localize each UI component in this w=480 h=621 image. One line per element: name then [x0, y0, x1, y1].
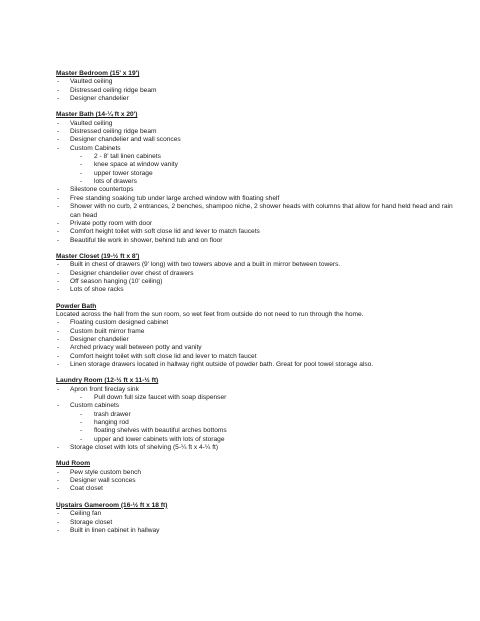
bullet-item — [56, 270, 456, 278]
bullet-item — [56, 469, 456, 477]
bullet-item — [56, 527, 456, 535]
bullet-item — [56, 186, 456, 194]
bullet-item-text: Private potty room with door — [70, 219, 153, 227]
document-section — [56, 303, 456, 370]
sub-bullet-item: - floating shelves with beautiful arches bottoms — [70, 427, 456, 435]
bullet-item-text: Silestone countertops — [70, 186, 134, 194]
bullet-item — [56, 477, 456, 485]
bullet-item-text: Comfort height toilet with soft close lid and lever to match faucet — [70, 352, 257, 360]
sub-bullet-item: - upper and lower cabinets with lots of storage — [70, 436, 456, 444]
section-heading: Master Bedroom (15' x 19') — [56, 70, 140, 77]
bullet-item-text: Storage closet — [70, 518, 113, 526]
bullet-item-text: Shower with no curb, 2 entrances, 2 benches, shampoo niche, 2 shower heads with columns that allow for hand held head and rain can head — [70, 203, 453, 219]
bullet-list — [56, 78, 456, 103]
bullet-item — [56, 328, 456, 336]
bullet-item — [56, 361, 456, 369]
bullet-item-text: Ceiling fan — [70, 510, 102, 518]
bullet-item-text: Designer chandelier — [70, 95, 129, 103]
section-heading: Upstairs Gameroom (16-½ ft x 18 ft) — [56, 501, 168, 509]
sub-bullet-item: - lots of drawers — [70, 178, 456, 186]
bullet-item — [56, 353, 456, 361]
bullet-item — [56, 136, 456, 144]
bullet-item-text: Designer chandelier — [70, 335, 129, 343]
bullet-item-text: Free standing soaking tub under large arched window with floating shelf — [70, 194, 280, 202]
bullet-item-text: Lots of shoe racks — [70, 286, 124, 294]
document-section — [56, 253, 456, 295]
bullet-item-text: Built in chest of drawers (9' long) with two towers above and a built in mirror between towers. — [70, 261, 341, 269]
document-section — [56, 377, 456, 452]
bullet-list — [56, 120, 456, 245]
bullet-item — [56, 78, 456, 86]
bullet-item-text: Designer chandelier and wall sconces — [70, 136, 181, 144]
bullet-item — [56, 386, 456, 403]
bullet-item-text: Comfort height toilet with soft close lid and lever to match faucets — [70, 228, 260, 236]
bullet-item-text: Distressed ceiling ridge beam — [70, 128, 157, 136]
bullet-item — [56, 510, 456, 518]
bullet-item — [56, 444, 456, 452]
sub-bullet-list — [70, 153, 456, 186]
bullet-list — [56, 261, 456, 294]
bullet-item — [56, 228, 456, 236]
bullet-item-text: Custom built mirror frame — [70, 327, 145, 335]
bullet-list — [56, 319, 456, 369]
bullet-item-text: Built in linen cabinet in hallway — [70, 526, 160, 534]
bullet-item-text: Floating custom designed cabinet — [70, 319, 169, 327]
bullet-item — [56, 319, 456, 327]
section-heading: Powder Bath — [56, 302, 97, 310]
section-heading: Laundry Room (12-½ ft x 11-½ ft) — [56, 377, 159, 385]
bullet-item-text: Designer chandelier over chest of drawers — [70, 269, 194, 277]
sub-bullet-item: - trash drawer — [70, 411, 456, 419]
bullet-item — [56, 485, 456, 493]
section-heading: Master Closet (19-½ ft x 8') — [56, 252, 140, 260]
sub-bullet-list — [70, 394, 456, 402]
bullet-item-text: Storage closet with lots of shelving (5-¼ ft x 4-¼ ft) — [70, 444, 219, 452]
sub-bullet-item: - knee space at window vanity — [70, 161, 456, 169]
sub-bullet-list — [70, 411, 456, 444]
bullet-item-text: Coat closet — [70, 485, 103, 493]
bullet-item-text: Pew style custom bench — [70, 468, 142, 476]
bullet-item — [56, 402, 456, 444]
sub-bullet-item: - hanging rod — [70, 419, 456, 427]
bullet-item — [56, 237, 456, 245]
bullet-item-text: Arched privacy wall between potty and vanity — [70, 344, 202, 352]
bullet-item-text: Custom Cabinets — [70, 144, 121, 152]
sub-bullet-item: - 2 - 8' tall linen cabinets — [70, 153, 456, 161]
bullet-item-text: Beautiful tile work in shower, behind tub and on floor — [70, 236, 223, 244]
bullet-item-text: Vaulted ceiling — [70, 78, 113, 86]
document-section — [56, 502, 456, 535]
section-heading: Master Bath (14-¼ ft x 20') — [56, 111, 138, 119]
bullet-item — [56, 336, 456, 344]
bullet-item — [56, 87, 456, 95]
bullet-item — [56, 95, 456, 103]
bullet-item — [56, 128, 456, 136]
bullet-item-text: Off season hanging (10' ceiling) — [70, 277, 163, 285]
document-section — [56, 70, 456, 103]
bullet-item — [56, 519, 456, 527]
bullet-item — [56, 120, 456, 128]
bullet-list — [56, 386, 456, 453]
bullet-item-text: Designer wall sconces — [70, 477, 136, 485]
bullet-item — [56, 261, 456, 269]
bullet-item — [56, 203, 456, 220]
sub-bullet-item: - Pull down full size faucet with soap dispenser — [70, 394, 456, 402]
bullet-item — [56, 220, 456, 228]
bullet-item-text: Distressed ceiling ridge beam — [70, 86, 157, 94]
bullet-item-text: Custom cabinets — [70, 402, 120, 410]
bullet-item — [56, 344, 456, 352]
bullet-item — [56, 145, 456, 187]
bullet-list — [56, 510, 456, 535]
section-heading: Mud Room — [56, 460, 91, 468]
bullet-item — [56, 286, 456, 294]
document-section — [56, 460, 456, 493]
bullet-item-text: Linen storage drawers located in hallway right outside of powder bath. Great for pool towel storage also. — [70, 361, 374, 368]
bullet-item-text: Vaulted ceiling — [70, 119, 113, 127]
document-body — [56, 70, 456, 543]
bullet-list — [56, 469, 456, 494]
section-intro: Located across the hall from the sun room, so wet feet from outside do not need to run through the home. — [56, 310, 364, 318]
document-section — [56, 111, 456, 245]
sub-bullet-item: - upper tower storage — [70, 170, 456, 178]
bullet-item-text: Apron front fireclay sink — [70, 385, 139, 393]
bullet-item — [56, 278, 456, 286]
bullet-item — [56, 195, 456, 203]
